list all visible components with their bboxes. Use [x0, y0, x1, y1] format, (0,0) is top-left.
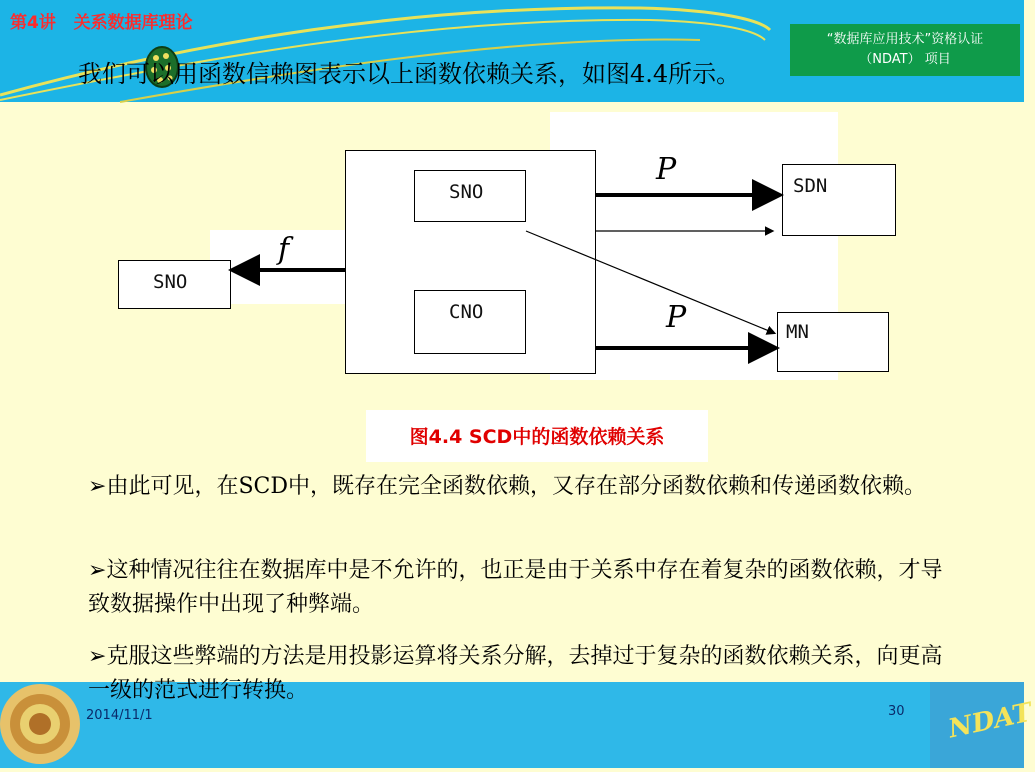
- bullet-item: [88, 554, 948, 622]
- slide-date: 2014/11/1: [86, 708, 153, 723]
- bullet-marker-icon: ➢: [88, 558, 107, 583]
- label-partial-dependency-top: P: [656, 152, 677, 187]
- slide-page-number: 30: [888, 704, 905, 719]
- label-full-dependency: f: [278, 232, 290, 267]
- bullet-item: [88, 470, 948, 504]
- arrow-sno-to-mn: [526, 231, 774, 333]
- bullet-marker-icon: ➢: [88, 644, 107, 669]
- label-partial-dependency-bottom: P: [666, 300, 687, 335]
- slide-subtitle: 我们可以用函数信赖图表示以上函数依赖关系，如图4.4所示。: [78, 60, 741, 88]
- dependent-mn-node: MN: [777, 312, 889, 372]
- figure-caption: 图4.4 SCD中的函数依赖关系: [409, 426, 665, 448]
- bullet-marker-icon: ➢: [88, 474, 107, 499]
- cert-line-2: （NDAT） 项目: [859, 52, 951, 67]
- bullet-text: 这种情况往往在数据库中是不允许的，也正是由于关系中存在着复杂的函数依赖，才导致数据操作中出现了种弊端。: [88, 558, 943, 617]
- figure-caption-box: [366, 410, 708, 462]
- dependent-sdn-node: SDN: [782, 164, 896, 236]
- bullet-text: 由此可见，在SCD中，既存在完全函数依赖，又存在部分函数依赖和传递函数依赖。: [106, 474, 926, 499]
- sun-emblem-icon: [0, 684, 80, 764]
- lecture-title: 第4讲 关系数据库理论: [10, 13, 193, 33]
- key-attribute-cno: CNO: [414, 290, 526, 354]
- bullet-item: [88, 640, 948, 708]
- key-attribute-sno: SNO: [414, 170, 526, 222]
- cert-line-1: “数据库应用技术”资格认证: [826, 32, 984, 47]
- ndat-logo: NDAT: [945, 697, 1035, 745]
- dependent-sno-node: SNO: [118, 260, 231, 309]
- bullet-text: 克服这些弊端的方法是用投影运算将关系分解，去掉过于复杂的函数依赖关系，向更高一级的范式进行转换。: [88, 644, 943, 703]
